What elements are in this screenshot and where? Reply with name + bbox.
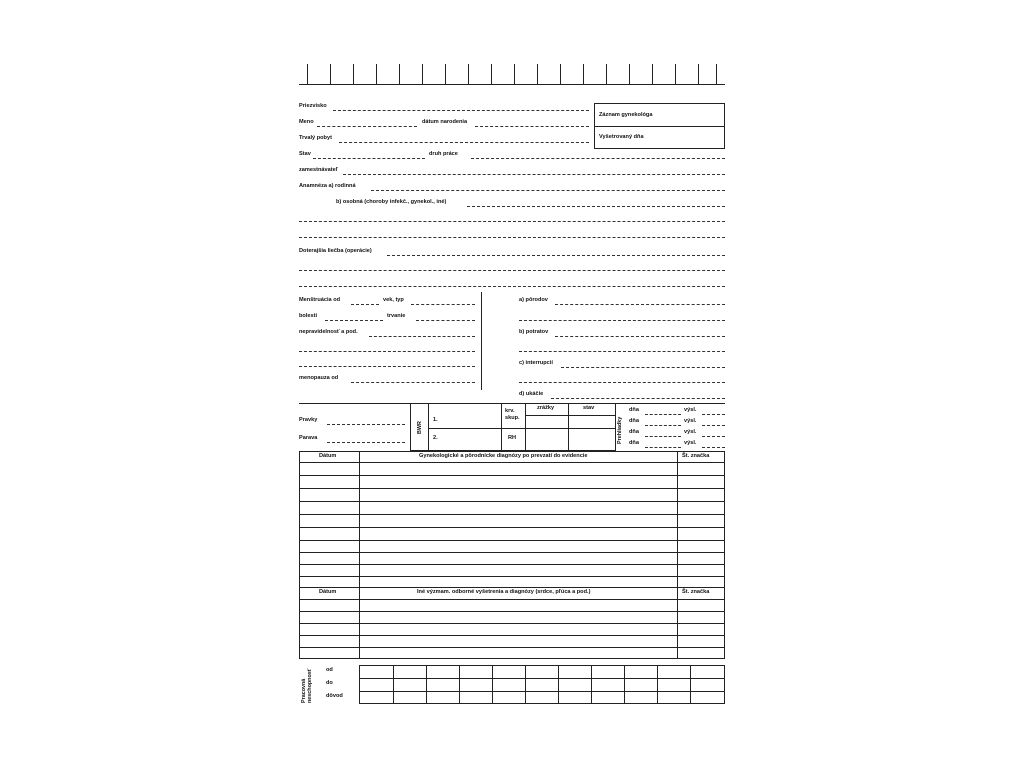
- field-trvaly-pobyt[interactable]: [339, 142, 589, 143]
- label-dna-3: dňa: [629, 429, 639, 435]
- label-porodov: a) pôrodov: [519, 297, 548, 303]
- label-row1: 1.: [433, 417, 438, 423]
- footer-do: do: [326, 680, 333, 686]
- diagnoses-table: [299, 451, 725, 588]
- label-trvanie: trvanie: [387, 313, 406, 319]
- field-zamestnavatel[interactable]: [343, 174, 725, 175]
- label-osobna: b) osobná (choroby infekč., gynekol., iné): [336, 199, 447, 205]
- box-title: Záznam gynekológa: [599, 112, 653, 118]
- label-dna-4: dňa: [629, 440, 639, 446]
- label-vek-typ: vek, typ: [383, 297, 404, 303]
- field-potratov-line2[interactable]: [519, 351, 725, 352]
- field-interrupcii[interactable]: [561, 367, 725, 368]
- field-dna-4[interactable]: [645, 447, 681, 448]
- field-vysl-3[interactable]: [702, 436, 725, 437]
- table1-col-main: Gynekologické a pôrodnícke diagnózy po prevzatí do evidencie: [419, 453, 588, 459]
- field-vysl-4[interactable]: [702, 447, 725, 448]
- table2-col-sign: Št. značka: [682, 589, 710, 595]
- field-osobna-line3[interactable]: [299, 237, 725, 238]
- label-vysl-4: výsl.: [684, 440, 697, 446]
- field-menstruacia-od[interactable]: [351, 304, 379, 305]
- label-trvaly-pobyt: Trvalý pobyt: [299, 135, 332, 141]
- field-stav[interactable]: [313, 158, 425, 159]
- field-datum-narodenia[interactable]: [475, 126, 589, 127]
- label-interrupcii: c) interrupcií: [519, 360, 553, 366]
- box-day: Vyšetrovaný dňa: [599, 134, 644, 140]
- field-druh-prace[interactable]: [471, 158, 725, 159]
- label-zrazky: zrážky: [537, 405, 555, 411]
- label-nepravidelnost: nepravidelnosť a pod.: [299, 329, 358, 335]
- label-druh-prace: druh práce: [429, 151, 458, 157]
- field-dna-2[interactable]: [645, 425, 681, 426]
- field-vysl-2[interactable]: [702, 425, 725, 426]
- field-liecba-line3[interactable]: [299, 286, 725, 287]
- field-vek-typ[interactable]: [411, 304, 475, 305]
- label-row2: 2.: [433, 435, 438, 441]
- field-porodov[interactable]: [555, 304, 725, 305]
- label-vysl-2: výsl.: [684, 418, 697, 424]
- footer-side-label: Pracovná neschopnosť: [301, 668, 313, 703]
- label-rh: RH: [508, 435, 517, 441]
- field-dna-1[interactable]: [645, 414, 681, 415]
- field-meno[interactable]: [317, 126, 417, 127]
- field-dna-3[interactable]: [645, 436, 681, 437]
- label-zamestnavatel: zamestnávateľ: [299, 167, 338, 173]
- incapacity-grid: [359, 665, 725, 704]
- label-prehliadky: Prehliadky: [617, 416, 623, 444]
- table2-col-main: Iné výzmam. odborné vyšetrenia a diagnózy (srdce, pľúca a pod.): [417, 589, 591, 595]
- field-doterajsia-liecba[interactable]: [387, 255, 725, 256]
- field-ukacie[interactable]: [551, 398, 725, 399]
- field-osobna[interactable]: [467, 206, 725, 207]
- ruler-baseline: [299, 84, 725, 85]
- field-parava[interactable]: [327, 442, 405, 443]
- label-pravky: Pravky: [299, 417, 318, 423]
- label-dna-2: dňa: [629, 418, 639, 424]
- table1-col-sign: Št. značka: [682, 453, 710, 459]
- menstruation-divider: [481, 292, 482, 390]
- label-stav: Stav: [299, 151, 311, 157]
- field-anamneza[interactable]: [371, 190, 725, 191]
- label-parava: Parava: [299, 435, 318, 441]
- field-bolesti[interactable]: [325, 320, 383, 321]
- table2-col-date: Dátum: [319, 589, 337, 595]
- field-interrupcii-line2[interactable]: [519, 382, 725, 383]
- label-dna-1: dňa: [629, 407, 639, 413]
- label-doterajsia-liecba: Doterajšia liečba (operácie): [299, 248, 372, 254]
- gynecologist-box: [594, 103, 725, 149]
- label-meno: Meno: [299, 119, 314, 125]
- field-liecba-line2[interactable]: [299, 270, 725, 271]
- label-menopauza-od: menopauza od: [299, 375, 339, 381]
- field-potratov[interactable]: [555, 336, 725, 337]
- label-vysl-1: výsl.: [684, 407, 697, 413]
- field-menstruation-line4[interactable]: [299, 351, 475, 352]
- field-priezvisko[interactable]: [333, 110, 589, 111]
- label-ukacie: d) ukáčie: [519, 391, 544, 397]
- label-vysl-3: výsl.: [684, 429, 697, 435]
- label-menstruacia-od: Menštruácia od: [299, 297, 341, 303]
- label-priezvisko: Priezvisko: [299, 103, 327, 109]
- field-porodov-line2[interactable]: [519, 320, 725, 321]
- field-menopauza-od[interactable]: [351, 382, 475, 383]
- footer-dovod: dôvod: [326, 693, 343, 699]
- field-osobna-line2[interactable]: [299, 221, 725, 222]
- field-vysl-1[interactable]: [702, 414, 725, 415]
- label-potratov: b) potratov: [519, 329, 549, 335]
- footer-od: od: [326, 667, 333, 673]
- field-menstruation-line5[interactable]: [299, 366, 475, 367]
- label-bolesti: bolesti: [299, 313, 318, 319]
- other-diagnoses-table: [299, 587, 725, 659]
- field-pravky[interactable]: [327, 424, 405, 425]
- label-krv-skup: krv. skup.: [505, 408, 520, 421]
- field-nepravidelnost[interactable]: [369, 336, 475, 337]
- label-bwr: BWR: [417, 421, 423, 434]
- table1-col-date: Dátum: [319, 453, 337, 459]
- field-trvanie[interactable]: [416, 320, 475, 321]
- label-stav: stav: [583, 405, 595, 411]
- gynecology-record-form: [299, 62, 725, 704]
- label-anamneza: Anamnéza a) rodinná: [299, 183, 356, 189]
- label-datum-narodenia: dátum narodenia: [422, 119, 468, 125]
